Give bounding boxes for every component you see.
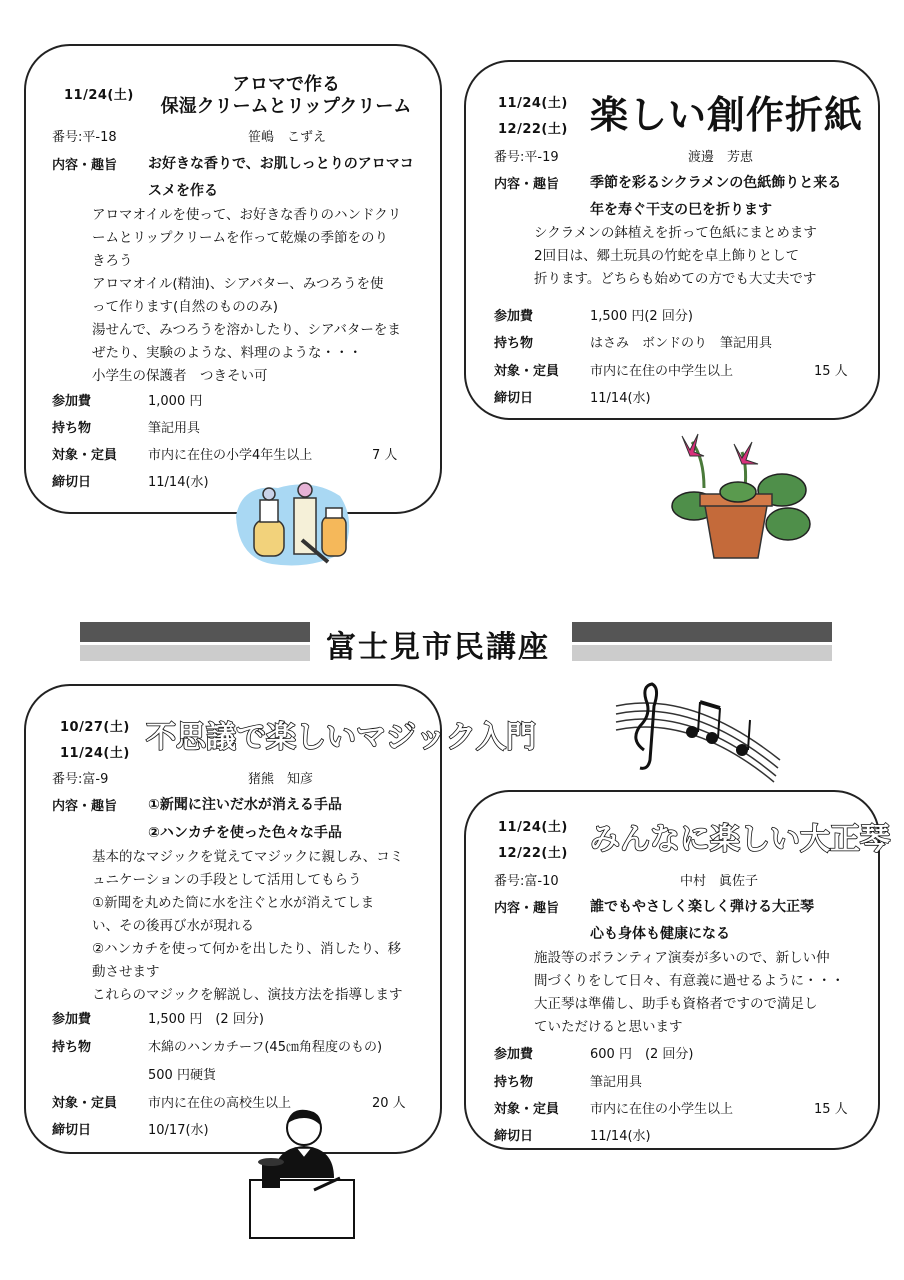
description-line: アロマオイルを使って、お好きな香りのハンドクリ bbox=[92, 207, 402, 223]
purpose-label: 内容・趣旨 bbox=[52, 799, 118, 814]
description-line: アロマオイル(精油)、シアバター、みつろうを使 bbox=[92, 276, 384, 292]
cyclamen-plant-icon bbox=[664, 428, 814, 564]
target-value: 市内に在住の小学生以上 bbox=[590, 1102, 734, 1117]
description-line: ていただけると思います bbox=[534, 1019, 683, 1035]
capacity-value: 15 人 bbox=[814, 364, 848, 379]
capacity-value: 15 人 bbox=[814, 1102, 848, 1117]
teacher-name: 中村 眞佐子 bbox=[680, 874, 759, 889]
fee-value: 600 円 (2 回分) bbox=[590, 1047, 694, 1062]
banner-title: 富士見市民講座 bbox=[326, 630, 550, 665]
description-line: これらのマジックを解説し、演技方法を指導します bbox=[92, 987, 403, 1003]
target-value: 市内に在住の小学4年生以上 bbox=[148, 448, 313, 463]
description-line: シクラメンの鉢植えを折って色紙にまとめます bbox=[534, 225, 817, 241]
capacity-value: 20 人 bbox=[372, 1096, 406, 1111]
course-card-aroma bbox=[24, 44, 442, 514]
purpose-label: 内容・趣旨 bbox=[52, 158, 118, 173]
deadline-value: 11/14(水) bbox=[148, 475, 209, 490]
course-title-line2: 保湿クリームとリップクリーム bbox=[160, 96, 412, 117]
course-title: 楽しい創作折紙 bbox=[590, 93, 864, 137]
description-line: ①新聞を丸めた筒に水を注ぐと水が消えてしま bbox=[92, 895, 375, 911]
course-description bbox=[92, 204, 401, 388]
teacher-name: 渡邊 芳恵 bbox=[688, 150, 754, 165]
magician-icon bbox=[244, 1104, 360, 1240]
description-line: 大正琴は準備し、助手も資格者ですので満足し bbox=[534, 996, 818, 1012]
purpose-line: 誰でもやさしく楽しく弾ける大正琴 bbox=[590, 899, 814, 915]
purpose-line: スメを作る bbox=[148, 183, 218, 199]
bring-label: 持ち物 bbox=[494, 1075, 534, 1090]
description-line: い、その後再び水が現れる bbox=[92, 918, 254, 934]
course-title: みんなに楽しい大正琴 bbox=[590, 822, 890, 857]
course-card-taishogoto bbox=[464, 790, 890, 1150]
course-title-line1: アロマで作る bbox=[232, 74, 340, 95]
course-date: 11/24(土) bbox=[60, 746, 130, 761]
description-line: ュニケーションの手段として活用してもらう bbox=[92, 872, 362, 888]
target-value: 市内に在住の中学生以上 bbox=[590, 364, 734, 379]
course-title: 不思議で楽しいマジック入門 bbox=[146, 720, 536, 755]
description-line: 湯せんで、みつろうを溶かしたり、シアバターをま bbox=[92, 322, 401, 338]
target-label: 対象・定員 bbox=[52, 1096, 118, 1111]
purpose-line: 年を寿ぐ干支の巳を折ります bbox=[590, 202, 772, 218]
description-line: 基本的なマジックを覚えてマジックに親しみ、コミ bbox=[92, 849, 404, 865]
purpose-line: 季節を彩るシクラメンの色紙飾りと来る bbox=[590, 175, 842, 191]
deadline-label: 締切日 bbox=[52, 475, 92, 490]
banner-bar-left-dark bbox=[80, 622, 310, 642]
purpose-line: お好きな香りで、お肌しっとりのアロマコ bbox=[148, 156, 414, 172]
bring-value: 筆記用具 bbox=[590, 1075, 643, 1090]
bring-value: 筆記用具 bbox=[148, 421, 201, 436]
purpose-label: 内容・趣旨 bbox=[494, 901, 560, 916]
course-date: 11/24(土) bbox=[498, 96, 568, 111]
target-value: 市内に在住の高校生以上 bbox=[148, 1096, 292, 1111]
banner-bar-right-dark bbox=[572, 622, 832, 642]
fee-value: 1,000 円 bbox=[148, 394, 203, 409]
description-line: 2回目は、郷土玩具の竹蛇を卓上飾りとして bbox=[534, 248, 800, 264]
course-date: 11/24(土) bbox=[64, 88, 134, 103]
purpose-line: ①新聞に注いだ水が消える手品 bbox=[148, 797, 342, 813]
fee-value: 1,500 円(2 回分) bbox=[590, 309, 693, 324]
teacher-name: 笹嶋 こずえ bbox=[248, 130, 327, 145]
deadline-value: 10/17(水) bbox=[148, 1123, 209, 1138]
teacher-name: 猪熊 知彦 bbox=[248, 772, 314, 787]
course-date: 11/24(土) bbox=[498, 820, 568, 835]
description-line: 折ります。どちらも始めての方でも大丈夫です bbox=[534, 271, 817, 287]
course-number: 番号:平-19 bbox=[494, 150, 559, 165]
purpose-line: 心も身体も健康になる bbox=[590, 926, 730, 942]
fee-value: 1,500 円 (2 回分) bbox=[148, 1012, 264, 1027]
fee-label: 参加費 bbox=[494, 309, 534, 324]
bring-label: 持ち物 bbox=[52, 421, 92, 436]
banner-bar-left-light bbox=[80, 645, 310, 661]
description-line: 間づくりをして日々、有意義に過せるように・・・ bbox=[534, 973, 845, 989]
target-label: 対象・定員 bbox=[52, 448, 118, 463]
fee-label: 参加費 bbox=[494, 1047, 534, 1062]
target-label: 対象・定員 bbox=[494, 1102, 560, 1117]
bring-label: 持ち物 bbox=[52, 1040, 92, 1055]
deadline-value: 11/14(水) bbox=[590, 1129, 651, 1144]
course-description bbox=[534, 222, 817, 291]
description-line: ②ハンカチを使って何かを出したり、消したり、移 bbox=[92, 941, 402, 957]
description-line: 動させます bbox=[92, 964, 160, 980]
description-line: ームとリップクリームを作って乾燥の季節をのり bbox=[92, 230, 389, 246]
bring-label: 持ち物 bbox=[494, 336, 534, 351]
purpose-label: 内容・趣旨 bbox=[494, 177, 560, 192]
description-line: ぜたり、実験のような、料理のような・・・ bbox=[92, 345, 362, 361]
music-notes-icon bbox=[612, 680, 784, 784]
bring-value: はさみ ボンドのり 筆記用具 bbox=[590, 336, 773, 351]
course-date: 12/22(土) bbox=[498, 122, 568, 137]
banner-bar-right-light bbox=[572, 645, 832, 661]
fee-label: 参加費 bbox=[52, 1012, 92, 1027]
description-line: って作ります(自然のもののみ) bbox=[92, 299, 279, 315]
description-line: 施設等のボランティア演奏が多いので、新しい仲 bbox=[534, 950, 830, 966]
capacity-value: 7 人 bbox=[372, 448, 398, 463]
course-date: 10/27(土) bbox=[60, 720, 130, 735]
fee-label: 参加費 bbox=[52, 394, 92, 409]
course-description bbox=[92, 846, 403, 1007]
deadline-label: 締切日 bbox=[52, 1123, 92, 1138]
course-description bbox=[534, 947, 845, 1039]
deadline-value: 11/14(水) bbox=[590, 391, 651, 406]
bring-value-2: 500 円硬貨 bbox=[148, 1068, 216, 1083]
course-date: 12/22(土) bbox=[498, 846, 568, 861]
aroma-bottles-icon bbox=[232, 476, 356, 570]
bring-value: 木綿のハンカチーフ(45㎝角程度のもの) bbox=[148, 1040, 383, 1055]
course-card-origami bbox=[464, 60, 880, 420]
course-number: 番号:富-9 bbox=[52, 772, 109, 787]
course-number: 番号:平-18 bbox=[52, 130, 117, 145]
deadline-label: 締切日 bbox=[494, 1129, 534, 1144]
target-label: 対象・定員 bbox=[494, 364, 560, 379]
course-number: 番号:富-10 bbox=[494, 874, 559, 889]
description-line: 小学生の保護者 つきそい可 bbox=[92, 368, 268, 384]
deadline-label: 締切日 bbox=[494, 391, 534, 406]
description-line: きろう bbox=[92, 253, 133, 269]
purpose-line: ②ハンカチを使った色々な手品 bbox=[148, 825, 342, 841]
